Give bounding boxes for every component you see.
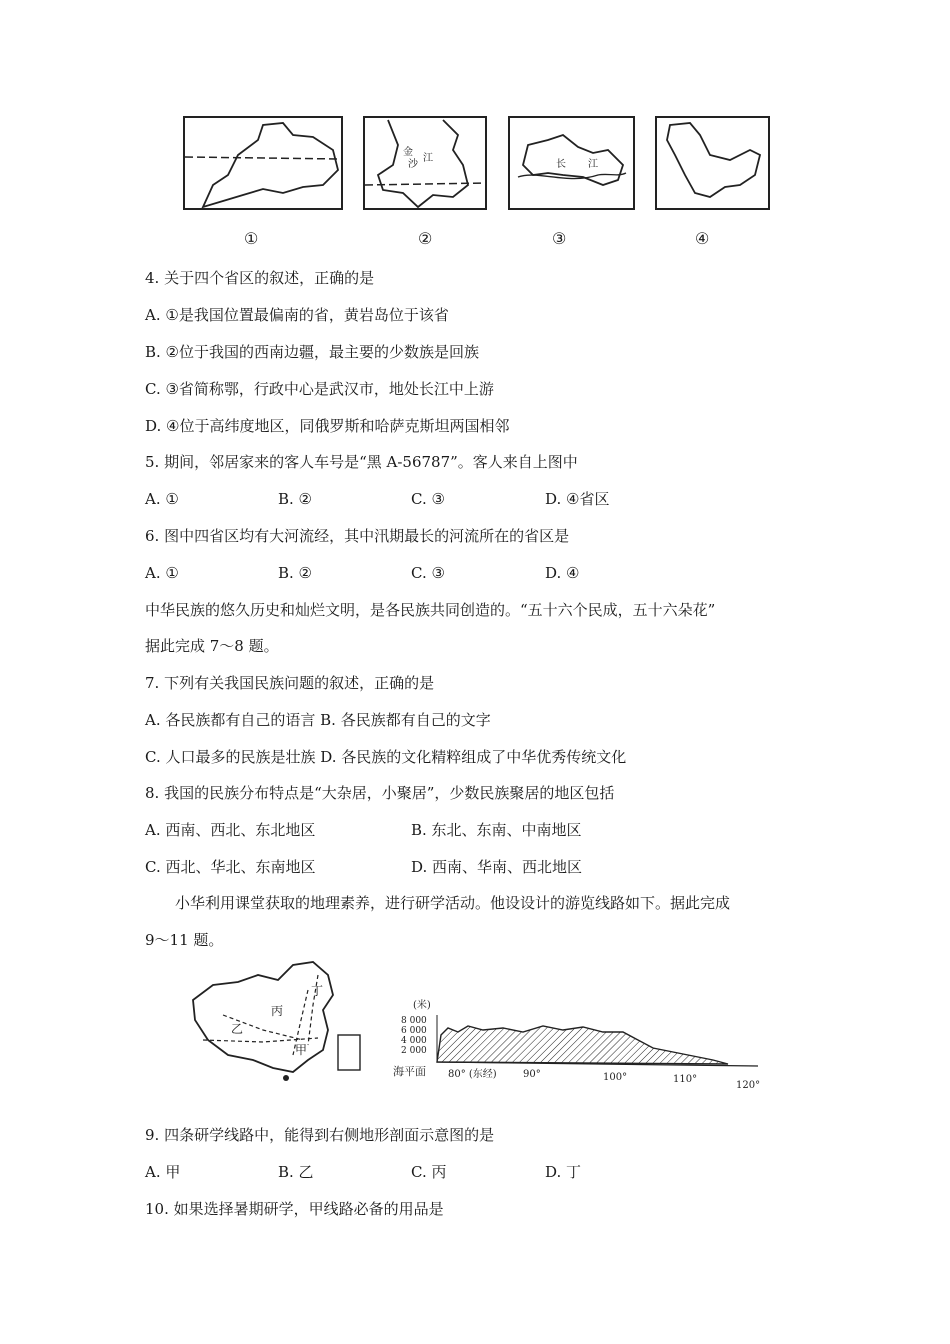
q8-option-c: C. 西北、华北、东南地区: [145, 858, 316, 876]
question-9: 9. 四条研学线路中，能得到右侧地形剖面示意图的是: [145, 1126, 495, 1144]
map-hubei: [508, 115, 636, 211]
profile-unit: (米): [413, 1000, 431, 1011]
q6-option-c: C. ③: [411, 564, 445, 582]
question-5: 5. 期间，邻居家来的客人车号是“黑 A-56787”。客人来自上图中: [145, 453, 578, 471]
profile-x-80: 80° (东经): [448, 1069, 497, 1080]
svg-text:江: 江: [588, 159, 598, 170]
q6-option-a: A. ①: [145, 564, 179, 582]
route-label-ding: 丁: [311, 984, 324, 998]
question-10: 10. 如果选择暑期研学，甲线路必备的用品是: [145, 1200, 444, 1218]
profile-tick-4000: 4 000: [401, 1036, 427, 1046]
q9-option-d: D. 丁: [545, 1163, 582, 1181]
province-maps: [180, 115, 780, 215]
map-guangdong: [183, 115, 343, 211]
map-heilongjiang: [655, 115, 771, 211]
route-label-jia: 甲: [295, 1043, 308, 1057]
q9-option-b: B. 乙: [278, 1163, 314, 1181]
profile-x-120: 120°: [736, 1080, 761, 1090]
q9-option-c: C. 丙: [411, 1163, 447, 1181]
profile-x-100: 100°: [603, 1072, 628, 1083]
passage-7-8-line1: 中华民族的悠久历史和灿烂文明，是各民族共同创造的。“五十六个民成，五十六朵花”: [145, 601, 716, 619]
q8-option-a: A. 西南、西北、东北地区: [145, 821, 316, 839]
svg-text:江: 江: [423, 153, 433, 164]
map-yunnan: [363, 115, 488, 211]
q4-option-b: B. ②位于我国的西南边疆，最主要的少数族是回族: [145, 343, 480, 361]
map-label-3: ③: [552, 229, 567, 248]
china-map: [193, 962, 360, 1081]
map-label-4: ④: [695, 229, 710, 248]
question-6: 6. 图中四省区均有大河流经，其中汛期最长的河流所在的省区是: [145, 527, 570, 545]
q7-options-cd: C. 人口最多的民族是壮族 D. 各民族的文化精粹组成了中华优秀传统文化: [145, 748, 627, 766]
passage-7-8-line2: 据此完成 7～8 题。: [145, 637, 279, 655]
question-8: 8. 我国的民族分布特点是“大杂居，小聚居”，少数民族聚居的地区包括: [145, 784, 615, 802]
passage-9-11-line1: 小华利用课堂获取的地理素养，进行研学活动。他设设计的游览线路如下。据此完成: [175, 894, 731, 912]
map-labels: [0, 229, 950, 253]
q5-option-a: A. ①: [145, 490, 179, 508]
q5-option-d: D. ④省区: [545, 490, 610, 508]
q7-options-ab: A. 各民族都有自己的语言 B. 各民族都有自己的文字: [145, 711, 491, 729]
terrain-profile: [393, 998, 760, 1090]
route-figure: [183, 960, 763, 1094]
svg-text:金: 金: [403, 147, 413, 158]
q5-option-b: B. ②: [278, 490, 313, 508]
svg-text:长: 长: [556, 159, 566, 170]
q4-option-d: D. ④位于高纬度地区，同俄罗斯和哈萨克斯坦两国相邻: [145, 417, 510, 435]
route-label-yi: 乙: [231, 1022, 244, 1036]
profile-tick-6000: 6 000: [401, 1026, 427, 1036]
q5-option-c: C. ③: [411, 490, 445, 508]
profile-x-110: 110°: [673, 1074, 698, 1085]
map-label-1: ①: [244, 229, 259, 248]
q4-option-a: A. ①是我国位置最偏南的省，黄岩岛位于该省: [145, 306, 449, 324]
route-label-bing: 丙: [271, 1004, 284, 1018]
question-4: 4. 关于四个省区的叙述，正确的是: [145, 269, 375, 287]
map-label-2: ②: [418, 229, 433, 248]
q8-option-d: D. 西南、华南、西北地区: [411, 858, 583, 876]
q4-option-c: C. ③省简称鄂，行政中心是武汉市，地处长江中上游: [145, 380, 494, 398]
q6-option-b: B. ②: [278, 564, 313, 582]
profile-tick-2000: 2 000: [401, 1046, 427, 1056]
passage-9-11-line2: 9～11 题。: [145, 931, 224, 949]
profile-x-90: 90°: [523, 1069, 541, 1080]
profile-sea-level: 海平面: [393, 1065, 426, 1078]
profile-tick-8000: 8 000: [401, 1016, 427, 1026]
q9-option-a: A. 甲: [145, 1163, 181, 1181]
q6-option-d: D. ④: [545, 564, 580, 582]
q8-option-b: B. 东北、东南、中南地区: [411, 821, 582, 839]
svg-text:沙: 沙: [408, 159, 418, 170]
question-7: 7. 下列有关我国民族问题的叙述，正确的是: [145, 674, 435, 692]
